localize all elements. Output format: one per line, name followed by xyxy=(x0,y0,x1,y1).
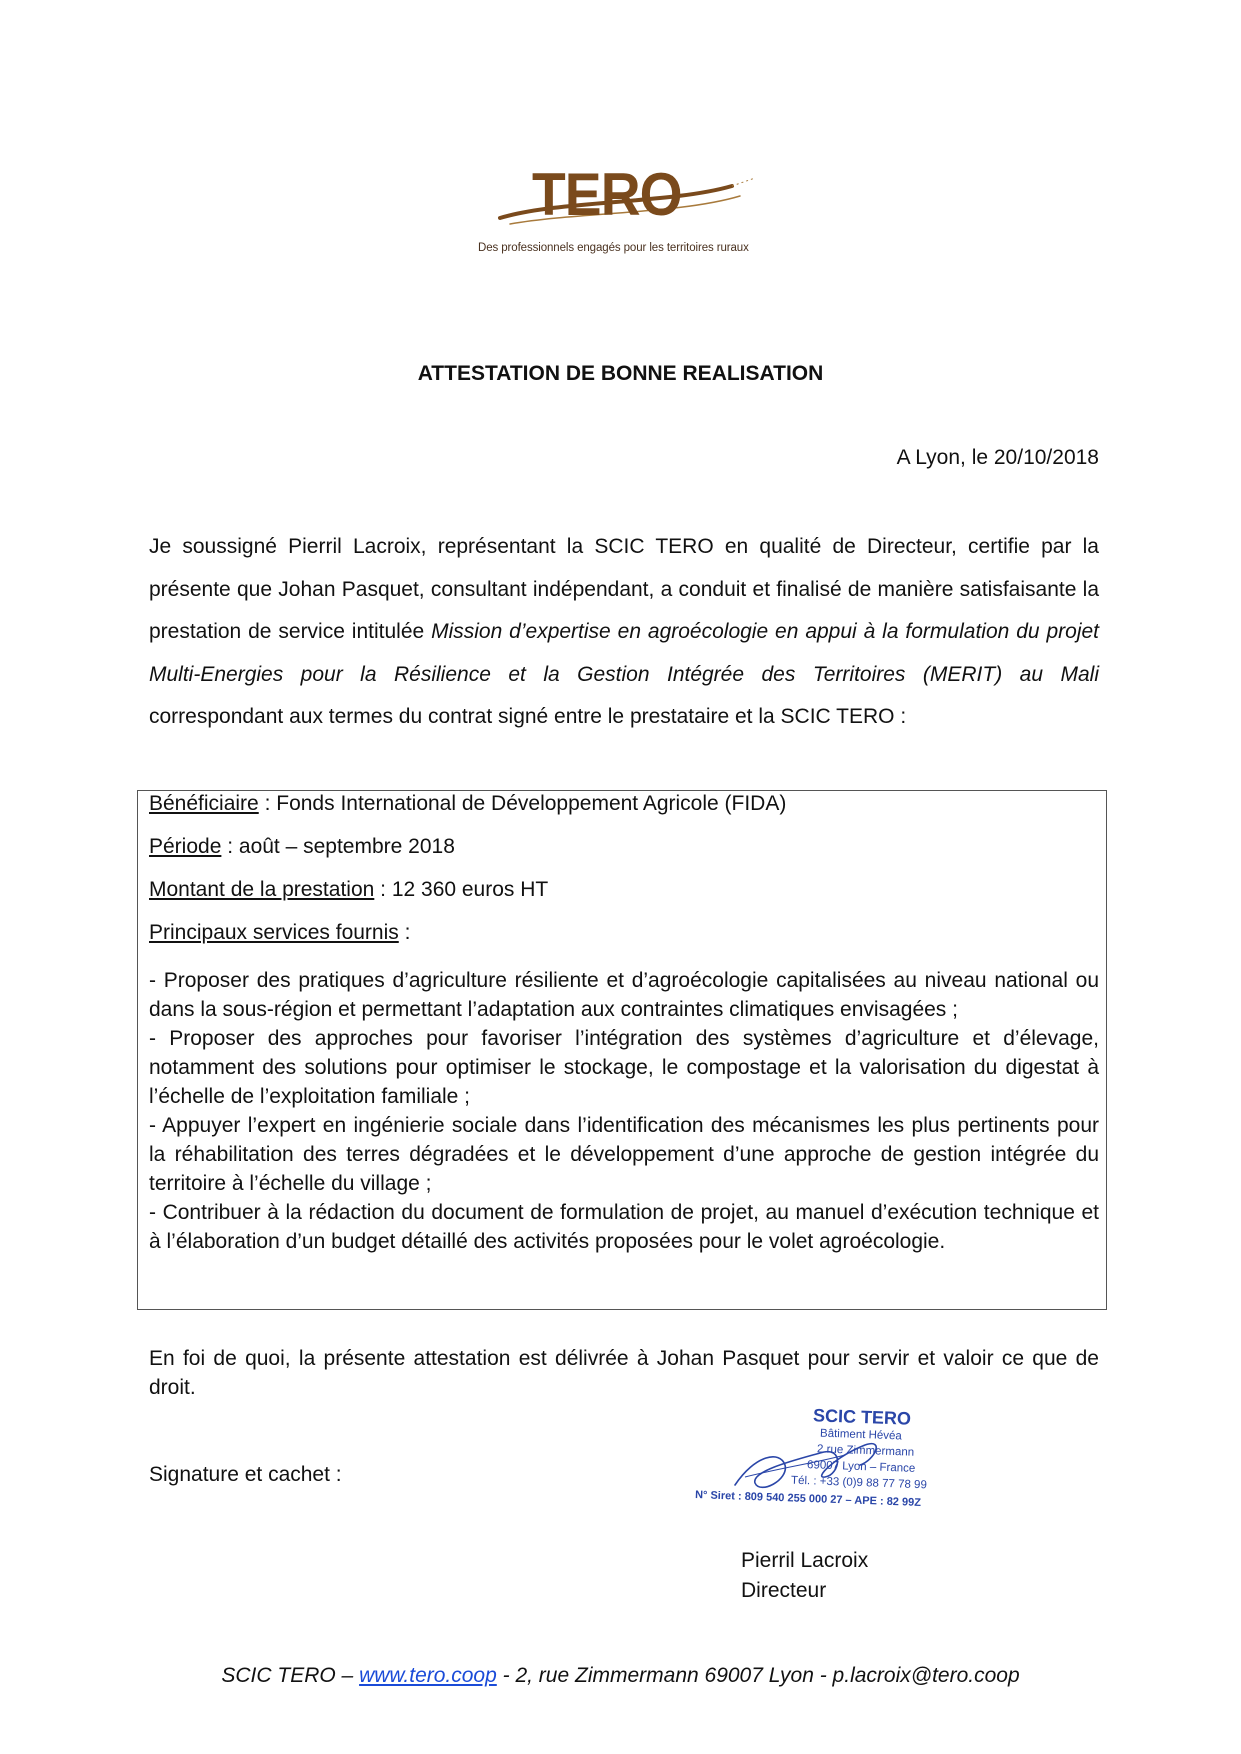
periode-label: Période xyxy=(149,835,222,858)
company-stamp xyxy=(694,1405,1025,1515)
stamp-line: 2 rue Zimmermann xyxy=(816,1443,915,1459)
beneficiaire-value: : Fonds International de Développement Agricole (FIDA) xyxy=(258,792,787,815)
mission-title: Mission d’expertise en agroécologie en appui à la formulation du projet Multi-Energies pour la Résilience et la Gestion Intégrée des Territoires (MERIT) au Mali xyxy=(149,620,1099,686)
list-item: - Proposer des approches pour favoriser l’intégration des systèmes d’agriculture et d’élevage, notamment des solutions pour optimiser le stockage, le compostage et la valorisation du digestat à l’échelle de l’exploitation familiale ; xyxy=(149,1027,1099,1108)
intro-text-start: Je soussigné Pierril Lacroix, représentant la SCIC TERO en qualité de Directeur, certifie par la présente que Johan Pasquet, consultant indépendant, a conduit et finalisé de manière satisfaisante la prestation de service intitulée xyxy=(149,535,1099,644)
montant-label: Montant de la prestation xyxy=(149,878,375,901)
stamp-line: N° Siret : 809 540 255 000 27 – APE : 82 99Z xyxy=(694,1489,922,1509)
periode-line xyxy=(149,835,455,859)
services-list xyxy=(149,966,1099,1256)
footer xyxy=(0,1664,1241,1688)
list-item: - Contribuer à la rédaction du document de formulation de projet, au manuel d’exécution technique et à l’élaboration d’un budget détaillé des activités proposées pour le volet agroécologie. xyxy=(149,1201,1099,1253)
beneficiaire-label: Bénéficiaire xyxy=(149,792,259,815)
list-item: - Proposer des pratiques d’agriculture résiliente et d’agroécologie capitalisées au niveau national ou dans la sous-région et permettant l’adaptation aux contraintes climatiques envisagées ; xyxy=(149,969,1099,1021)
list-item: - Appuyer l’expert en ingénierie sociale dans l’identification des mécanismes les plus pertinents pour la réhabilitation des terres dégradées et le développement d’une approche de gestion intégrée du territoire à l’échelle du village ; xyxy=(149,1114,1099,1195)
montant-value: : 12 360 euros HT xyxy=(374,878,549,901)
signer-name: Pierril Lacroix xyxy=(741,1549,869,1572)
website-link[interactable]: www.tero.coop xyxy=(359,1664,497,1687)
services-suffix: : xyxy=(398,921,411,944)
stamp-org: SCIC TERO xyxy=(812,1405,912,1429)
stamp-line: Tél. : +33 (0)9 88 77 78 99 xyxy=(790,1474,928,1492)
services-label: Principaux services fournis xyxy=(149,921,399,944)
logo-tagline: Des professionnels engagés pour les territoires ruraux xyxy=(478,242,749,254)
document-title: ATTESTATION DE BONNE REALISATION xyxy=(417,362,824,385)
tero-logo xyxy=(470,160,770,260)
intro-paragraph xyxy=(149,526,1099,739)
beneficiaire-line xyxy=(149,792,786,816)
closing-paragraph: En foi de quoi, la présente attestation est délivrée à Johan Pasquet pour servir et valoir ce que de droit. xyxy=(149,1347,1099,1399)
date-line: A Lyon, le 20/10/2018 xyxy=(896,446,1099,469)
intro-text-end: correspondant aux termes du contrat signé entre le prestataire et la SCIC TERO : xyxy=(149,705,907,729)
stamp-line: 69007 Lyon – France xyxy=(806,1459,916,1475)
signature-label: Signature et cachet : xyxy=(149,1463,342,1486)
services-heading xyxy=(149,921,410,945)
footer-prefix: SCIC TERO – xyxy=(221,1664,360,1687)
signer-role: Directeur xyxy=(741,1579,827,1602)
footer-address: - 2, rue Zimmermann 69007 Lyon - p.lacroix@tero.coop xyxy=(496,1664,1020,1687)
stamp-line: Bâtiment Hévéa xyxy=(819,1427,903,1443)
montant-line xyxy=(149,878,548,902)
periode-value: : août – septembre 2018 xyxy=(221,835,455,858)
logo-wordmark: TERO xyxy=(532,161,682,228)
